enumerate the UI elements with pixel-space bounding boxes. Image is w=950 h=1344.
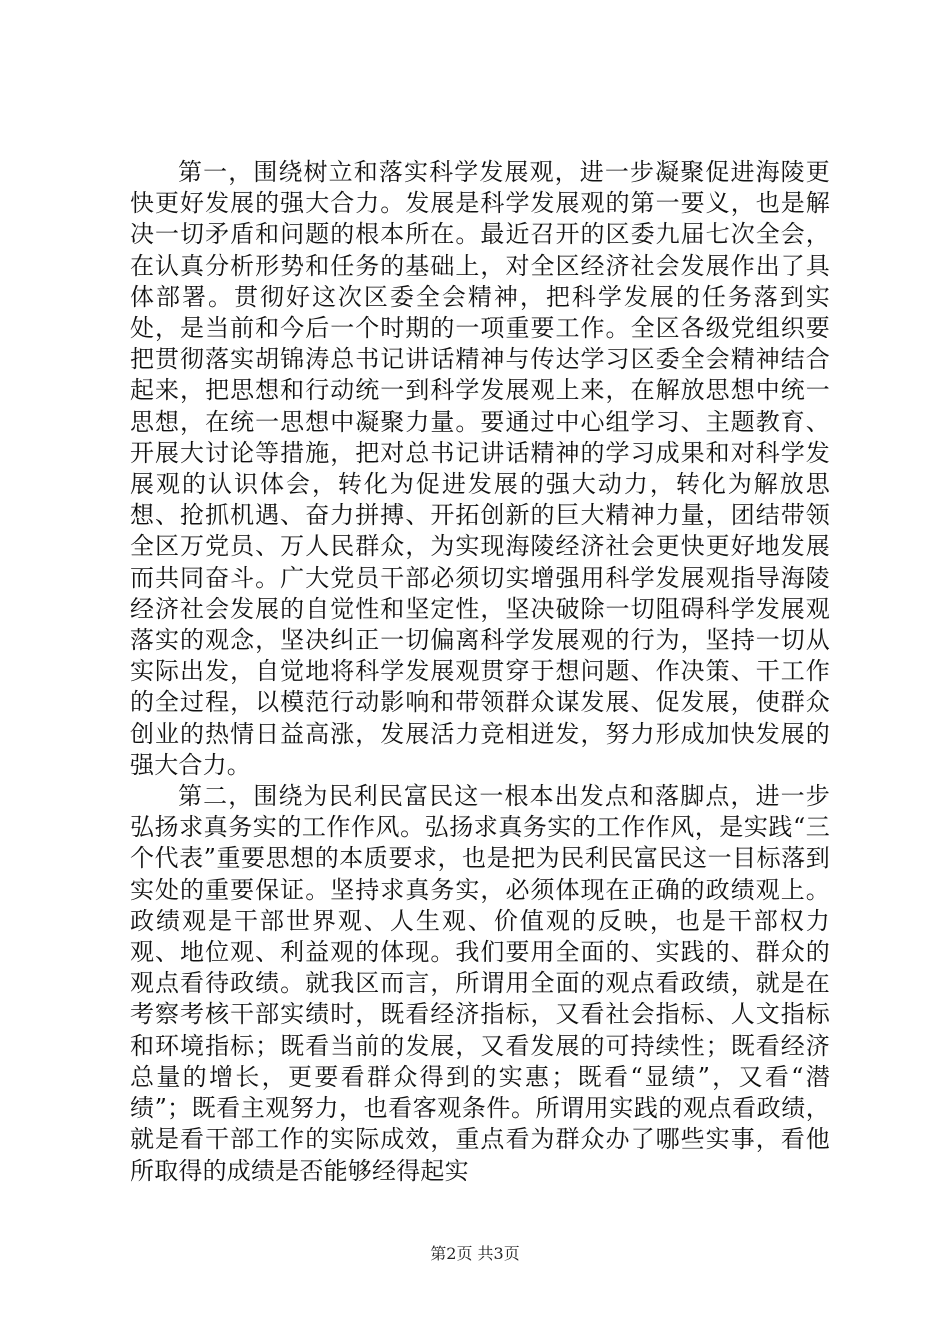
page-footer: 第2页 共3页	[430, 1244, 520, 1263]
document-body	[130, 157, 830, 1187]
paragraph-1: 第一，围绕树立和落实科学发展观，进一步凝聚促进海陵更快更好发展的强大合力。发展是科学发展观的第一要义，也是解决一切矛盾和问题的根本所在。最近召开的区委九届七次全会，在认真分析形势和任务的基础上，对全区经济社会发展作出了具体部署。贯彻好这次区委全会精神，把科学发展的任务落到实处，是当前和今后一个时期的一项重要工作。全区各级党组织要把贯彻落实胡锦涛总书记讲话精神与传达学习区委全会精神结合起来，把思想和行动统一到科学发展观上来，在解放思想中统一思想，在统一思想中凝聚力量。要通过中心组学习、主题教育、开展大讨论等措施，把对总书记讲话精神的学习成果和对科学发展观的认识体会，转化为促进发展的强大动力，转化为解放思想、抢抓机遇、奋力拼搏、开拓创新的巨大精神力量，团结带领全区万党员、万人民群众，为实现海陵经济社会更快更好地发展而共同奋斗。广大党员干部必须切实增强用科学发展观指导海陵经济社会发展的自觉性和坚定性，坚决破除一切阻碍科学发展观落实的观念，坚决纠正一切偏离科学发展观的行为，坚持一切从实际出发，自觉地将科学发展观贯穿于想问题、作决策、干工作的全过程，以模范行动影响和带领群众谋发展、促发展，使群众创业的热情日益高涨，发展活力竞相迸发，努力形成加快发展的强大合力。	[130, 158, 830, 779]
paragraph-2: 第二，围绕为民利民富民这一根本出发点和落脚点，进一步弘扬求真务实的工作作风。弘扬求真务实的工作作风，是实践“三个代表”重要思想的本质要求，也是把为民利民富民这一目标落到实处的重要保证。坚持求真务实，必须体现在正确的政绩观上。政绩观是干部世界观、人生观、价值观的反映，也是干部权力观、地位观、利益观的体现。我们要用全面的、实践的、群众的观点看待政绩。就我区而言，所谓用全面的观点看政绩，就是在考察考核干部实绩时，既看经济指标，又看社会指标、人文指标和环境指标；既看当前的发展，又看发展的可持续性；既看经济总量的增长，更要看群众得到的实惠；既看“显绩”，又看“潜绩”；既看主观努力，也看客观条件。所谓用实践的观点看政绩，就是看干部工作的实际成效，重点看为群众办了哪些实事，看他所取得的成绩是否能够经得起实	[130, 782, 830, 1185]
